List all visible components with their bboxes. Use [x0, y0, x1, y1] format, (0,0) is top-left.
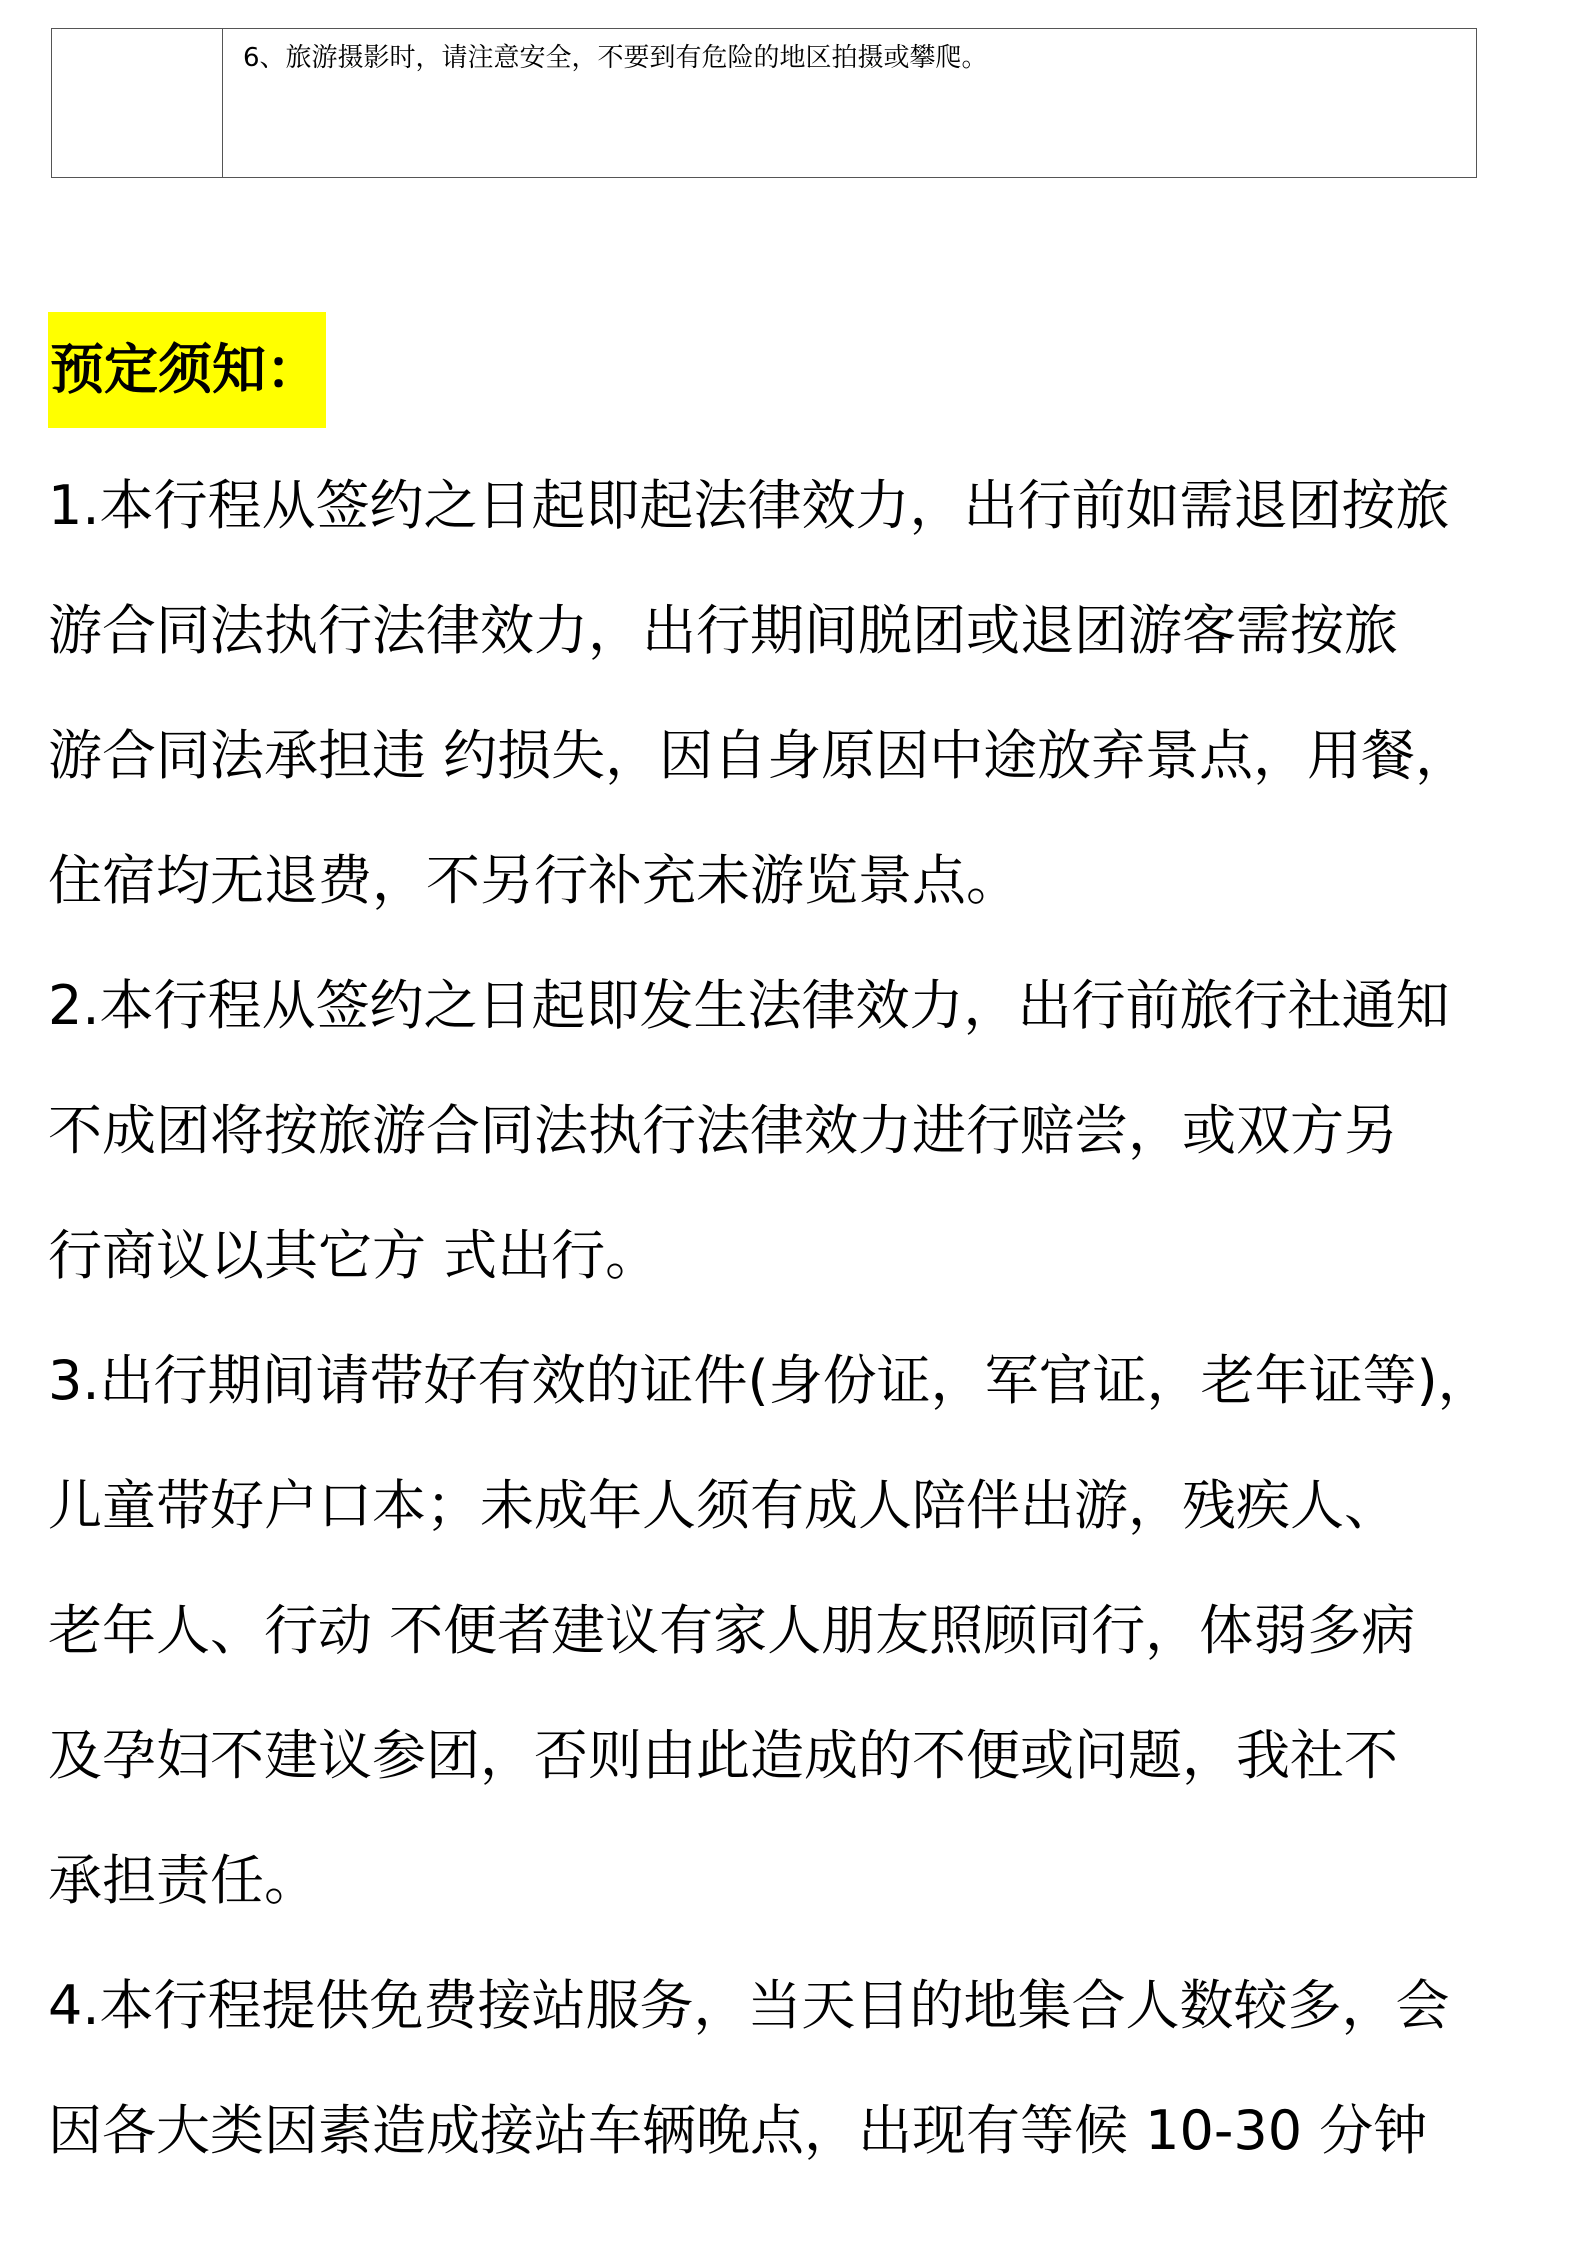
notice-line: 2.本行程从签约之日起即发生法律效力，出行前旅行社通知	[48, 974, 1450, 1037]
notice-line: 因各大类因素造成接站车辆晚点，出现有等候 10-30 分钟	[48, 2099, 1428, 2162]
table-note-cell: 6、旅游摄影时，请注意安全，不要到有危险的地区拍摄或攀爬。	[243, 43, 988, 73]
notice-line: 游合同法承担违 约损失，因自身原因中途放弃景点，用餐，	[48, 724, 1470, 787]
section-heading: 预定须知：	[48, 312, 326, 428]
notice-line: 住宿均无退费，不另行补充未游览景点。	[48, 849, 1020, 912]
notice-line: 4.本行程提供免费接站服务，当天目的地集合人数较多，会	[48, 1974, 1450, 2037]
booking-notice-body	[48, 443, 1548, 2193]
notes-table	[51, 28, 1477, 178]
notice-line: 老年人、行动 不便者建议有家人朋友照顾同行，体弱多病	[48, 1599, 1416, 1662]
notice-line: 游合同法执行法律效力，出行期间脱团或退团游客需按旅	[48, 599, 1398, 662]
notice-line: 儿童带好户口本；未成年人须有成人陪伴出游，残疾人、	[48, 1474, 1398, 1537]
notice-line: 1.本行程从签约之日起即起法律效力，出行前如需退团按旅	[48, 474, 1450, 537]
notice-line: 行商议以其它方 式出行。	[48, 1224, 660, 1287]
notice-line: 3.出行期间请带好有效的证件(身份证，军官证，老年证等)，	[48, 1349, 1492, 1412]
notice-line: 承担责任。	[48, 1849, 318, 1912]
notice-line: 不成团将按旅游合同法执行法律效力进行赔尝，或双方另	[48, 1099, 1398, 1162]
notice-line: 及孕妇不建议参团，否则由此造成的不便或问题，我社不	[48, 1724, 1398, 1787]
table-empty-cell	[52, 29, 223, 177]
